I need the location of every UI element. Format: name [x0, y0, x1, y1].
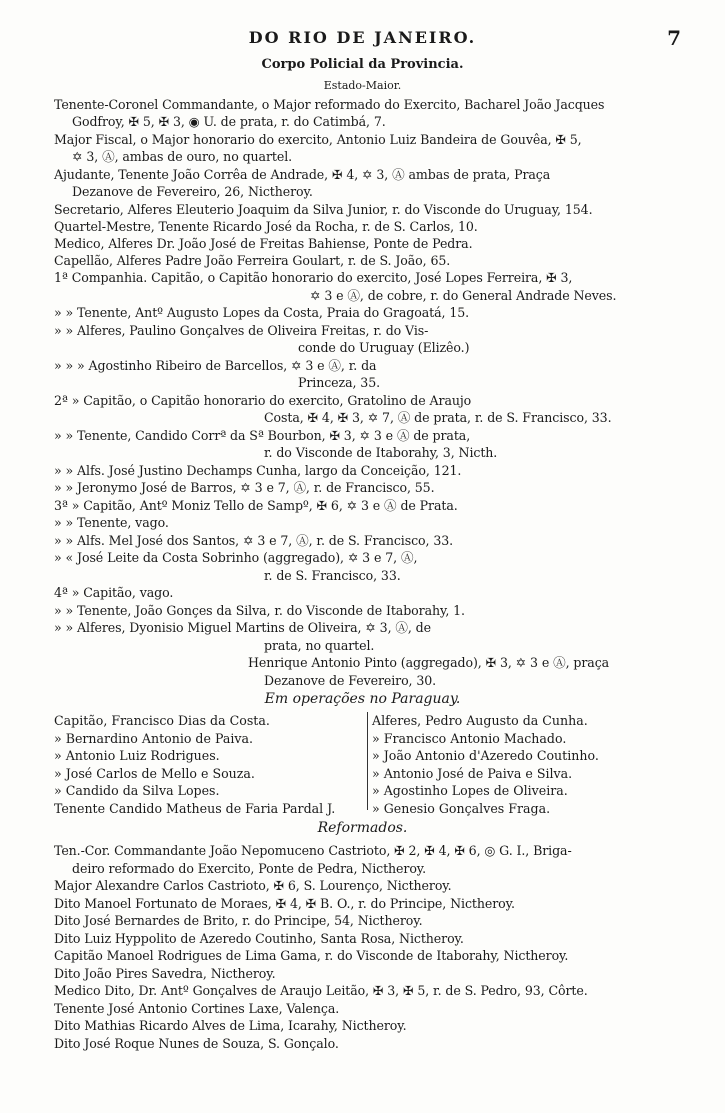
text-line: Dito José Roque Nunes de Souza, S. Gonçalo.: [54, 1036, 339, 1051]
text-line: Capitão Manoel Rodrigues de Lima Gama, r. do Visconde de Itaborahy, Nictheroy.: [54, 948, 569, 963]
running-title: DO RIO DE JANEIRO.: [248, 28, 477, 47]
text-line: Major Alexandre Carlos Castrioto, ✠ 6, S. Lourenço, Nictheroy.: [54, 878, 452, 893]
text-line: » » Alfs. Mel José dos Santos, ✡ 3 e 7, Ⓐ, r. de S. Francisco, 33.: [54, 533, 454, 548]
text-line: Princeza, 35.: [298, 375, 381, 390]
text-line: » » Tenente, Candido Corrª da Sª Bourbon, ✠ 3, ✡ 3 e Ⓐ de prata,: [54, 428, 471, 443]
text-line: 4ª » Capitão, vago.: [54, 585, 174, 600]
section-title: Corpo Policial da Provincia.: [261, 57, 464, 72]
paraguay-right-item: Alferes, Pedro Augusto da Cunha.: [372, 713, 588, 728]
paraguay-left-item: » Candido da Silva Lopes.: [54, 783, 220, 798]
text-line: 3ª » Capitão, Antº Moniz Tello de Sampº, ✠ 6, ✡ 3 e Ⓐ de Prata.: [54, 498, 458, 513]
paraguay-left-item: Capitão, Francisco Dias da Costa.: [54, 713, 270, 728]
text-line: Ajudante, Tenente João Corrêa de Andrade, ✠ 4, ✡ 3, Ⓐ ambas de prata, Praça: [54, 167, 551, 182]
text-line: Major Fiscal, o Major honorario do exercito, Antonio Luiz Bandeira de Gouvêa, ✠ 5,: [54, 132, 582, 147]
paraguay-left-item: » Bernardino Antonio de Paiva.: [54, 731, 254, 746]
text-line: Dito Mathias Ricardo Alves de Lima, Icarahy, Nictheroy.: [54, 1018, 407, 1033]
text-line: » » Alferes, Dyonisio Miguel Martins de Oliveira, ✡ 3, Ⓐ, de: [54, 620, 431, 635]
text-line: prata, no quartel.: [264, 638, 375, 653]
paraguay-left-item: » José Carlos de Mello e Souza.: [54, 766, 255, 781]
text-line: 1ª Companhia. Capitão, o Capitão honorario do exercito, José Lopes Ferreira, ✠ 3,: [54, 270, 573, 285]
text-line: Tenente-Coronel Commandante, o Major reformado do Exercito, Bacharel João Jacques: [54, 97, 605, 112]
text-line: » » Alfs. José Justino Dechamps Cunha, largo da Conceição, 121.: [54, 463, 462, 478]
page-header: [0, 26, 725, 52]
text-line: » » Jeronymo José de Barros, ✡ 3 e 7, Ⓐ, r. de Francisco, 55.: [54, 480, 435, 495]
text-line: » » Tenente, João Gonçes da Silva, r. do Visconde de Itaborahy, 1.: [54, 603, 465, 618]
text-line: Dito Manoel Fortunato de Moraes, ✠ 4, ✠ B. O., r. do Principe, Nictheroy.: [54, 896, 515, 911]
text-line: » » Tenente, vago.: [54, 515, 169, 530]
text-line: Secretario, Alferes Eleuterio Joaquim da Silva Junior, r. do Visconde do Uruguay, 154.: [54, 202, 593, 217]
paraguay-left-item: » Antonio Luiz Rodrigues.: [54, 748, 220, 763]
text-line: 2ª » Capitão, o Capitão honorario do exercito, Gratolino de Araujo: [54, 393, 472, 408]
text-line: Costa, ✠ 4, ✠ 3, ✡ 7, Ⓐ de prata, r. de S. Francisco, 33.: [264, 410, 612, 425]
text-line: r. do Visconde de Itaborahy, 3, Nicth.: [264, 445, 498, 460]
text-line: Henrique Antonio Pinto (aggregado), ✠ 3, ✡ 3 e Ⓐ, praça: [248, 655, 610, 670]
text-line: Ten.-Cor. Commandante João Nepomuceno Castrioto, ✠ 2, ✠ 4, ✠ 6, ◎ G. I., Briga-: [54, 843, 572, 858]
text-line: Dezanove de Fevereiro, 26, Nictheroy.: [72, 184, 313, 199]
text-line: Medico, Alferes Dr. João José de Freitas Bahiense, Ponte de Pedra.: [54, 236, 473, 251]
reformados-heading: Reformados.: [317, 820, 408, 836]
text-line: ✡ 3, Ⓐ, ambas de ouro, no quartel.: [72, 149, 293, 164]
text-line: ✡ 3 e Ⓐ, de cobre, r. do General Andrade Neves.: [310, 288, 617, 303]
paraguay-heading: Em operações no Paraguay.: [264, 691, 461, 707]
text-line: Dito José Bernardes de Brito, r. do Principe, 54, Nictheroy.: [54, 913, 423, 928]
paraguay-right-item: » Francisco Antonio Machado.: [372, 731, 567, 746]
text-line: Quartel-Mestre, Tenente Ricardo José da Rocha, r. de S. Carlos, 10.: [54, 219, 478, 234]
text-line: conde do Uruguay (Elizêo.): [298, 340, 470, 355]
paraguay-right-item: » Genesio Gonçalves Fraga.: [372, 801, 551, 816]
section-subtitle: Estado-Maior.: [323, 79, 402, 92]
text-line: Medico Dito, Dr. Antº Gonçalves de Araujo Leitão, ✠ 3, ✠ 5, r. de S. Pedro, 93, Côrte.: [54, 983, 588, 998]
paraguay-right-item: » Agostinho Lopes de Oliveira.: [372, 783, 568, 798]
text-line: Dezanove de Fevereiro, 30.: [264, 673, 437, 688]
page-number: 7: [667, 26, 681, 50]
text-line: Dito Luiz Hyppolito de Azeredo Coutinho, Santa Rosa, Nictheroy.: [54, 931, 464, 946]
text-line: » « José Leite da Costa Sobrinho (aggregado), ✡ 3 e 7, Ⓐ,: [54, 550, 418, 565]
paraguay-left-item: Tenente Candido Matheus de Faria Pardal J.: [54, 801, 336, 816]
text-line: » » Tenente, Antº Augusto Lopes da Costa, Praia do Gragoatá, 15.: [54, 305, 470, 320]
text-line: Dito João Pires Savedra, Nictheroy.: [54, 966, 276, 981]
text-line: » » Alferes, Paulino Gonçalves de Oliveira Freitas, r. do Vis-: [54, 323, 429, 338]
text-line: Capellão, Alferes Padre João Ferreira Goulart, r. de S. João, 65.: [54, 253, 451, 268]
text-line: r. de S. Francisco, 33.: [264, 568, 401, 583]
text-line: deiro reformado do Exercito, Ponte de Pedra, Nictheroy.: [72, 861, 427, 876]
column-divider: [367, 712, 368, 810]
paraguay-right-item: » Antonio José de Paiva e Silva.: [372, 766, 573, 781]
paraguay-right-item: » João Antonio d'Azeredo Coutinho.: [372, 748, 599, 763]
text-line: Godfroy, ✠ 5, ✠ 3, ◉ U. de prata, r. do Catimbá, 7.: [72, 114, 386, 129]
text-line: » » » Agostinho Ribeiro de Barcellos, ✡ 3 e Ⓐ, r. da: [54, 358, 377, 373]
text-line: Tenente José Antonio Cortines Laxe, Valença.: [54, 1001, 340, 1016]
